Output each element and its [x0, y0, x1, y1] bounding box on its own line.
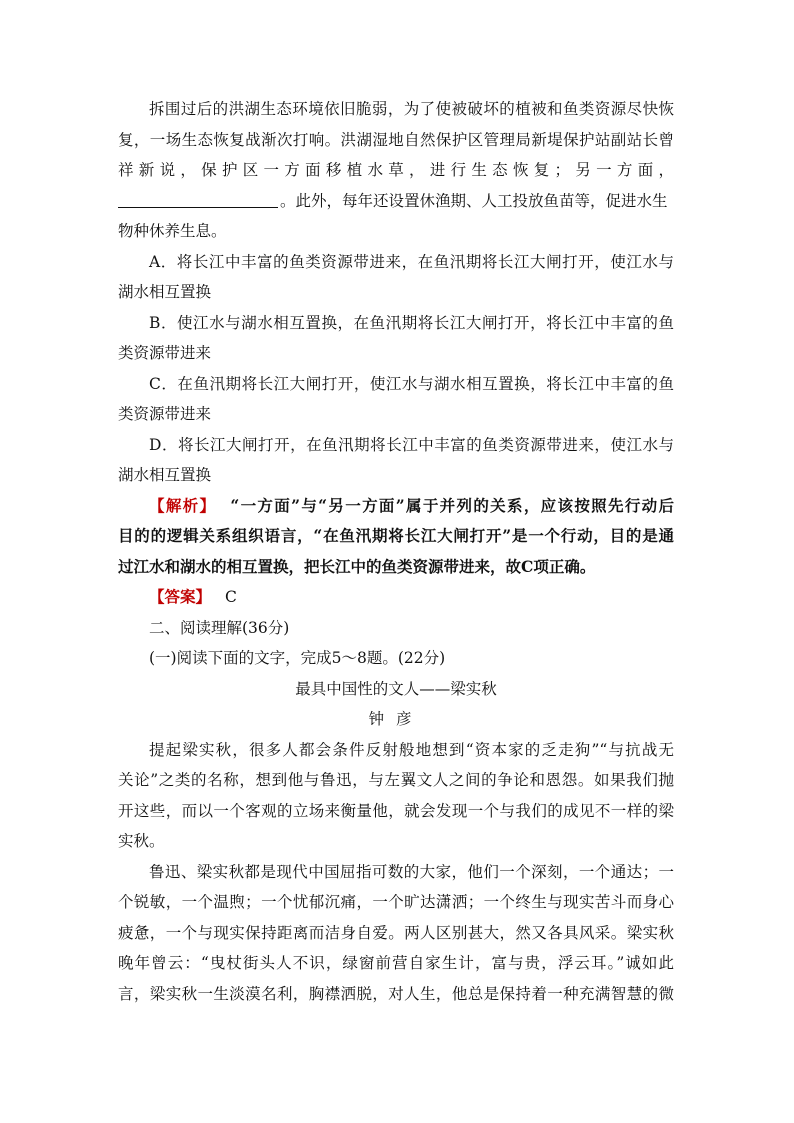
article-line: 关论”之类的名称，想到他与鲁迅，与左翼文人之间的争论和恩怨。如果我们抛 — [118, 771, 674, 789]
answer-line — [118, 582, 674, 613]
article-line: 个锐敏，一个温煦；一个忧郁沉痛，一个旷达潇洒；一个终生与现实苦斗而身心 — [118, 893, 674, 911]
document-page — [118, 94, 674, 1009]
section-instructions: (一)阅读下面的文字，完成5～8题。(22分) — [149, 649, 446, 667]
article-paragraph-2 — [118, 857, 674, 1010]
analysis-line: 过江水和湖水的相互置换，把长江中的鱼类资源带进来，故C项正确。 — [118, 556, 596, 576]
option-a-line1: A．将长江中丰富的鱼类资源带进来，在鱼汛期将长江大闸打开，使江水与 — [149, 252, 674, 271]
article-author — [118, 704, 674, 735]
passage-line-with-blank — [118, 186, 674, 217]
answer-value: C — [225, 588, 237, 606]
answer-tag: 【答案】 — [149, 587, 212, 606]
option-c-line1: C．在鱼汛期将长江大闸打开，使江水与湖水相互置换，将长江中丰富的鱼 — [149, 374, 674, 393]
article-title: 最具中国性的文人——梁实秋 — [295, 679, 497, 698]
article-line: 言，梁实秋一生淡漠名利，胸襟洒脱，对人生，他总是保持着一种充满智慧的微 — [118, 984, 674, 1003]
passage-line: 复，一场生态恢复战渐次打响。洪湖湿地自然保护区管理局新堤保护站副站长曾 — [118, 130, 674, 149]
article-line: 疲惫，一个与现实保持距离而洁身自爱。两人区别甚大，然又各具风采。梁实秋 — [118, 923, 674, 942]
article-author-name: 钟彦 — [368, 710, 424, 728]
analysis-tag: 【解析】 — [149, 495, 217, 515]
answer-options — [118, 247, 674, 491]
option-d-line1: D．将长江大闸打开，在鱼汛期将长江中丰富的鱼类资源带进来，使江水与 — [149, 435, 674, 454]
analysis-line: 目的的逻辑关系组织语言，“在鱼汛期将长江大闸打开”是一个行动，目的是通 — [118, 526, 674, 545]
passage-question-4 — [118, 94, 674, 247]
option-a-line2: 湖水相互置换 — [118, 283, 212, 301]
article-paragraph-1 — [118, 735, 674, 857]
analysis-block — [118, 491, 674, 583]
section-heading: 二、阅读理解(36分) — [149, 618, 290, 637]
analysis-text: “一方面”与“另一方面”属于并列的关系，应该按照先行动后 — [230, 495, 674, 515]
article-line: 提起梁实秋，很多人都会条件反射般地想到“资本家的乏走狗”“与抗战无 — [149, 740, 674, 759]
passage-line: 祥新说，保护区一方面移植水草，进行生态恢复；另一方面， — [118, 161, 674, 179]
option-c-line2: 类资源带进来 — [118, 405, 212, 423]
article-line: 实秋。 — [118, 832, 165, 850]
analysis-line — [118, 491, 674, 522]
option-b-line1: B．使江水与湖水相互置换，在鱼汛期将长江大闸打开，将长江中丰富的鱼 — [149, 313, 674, 332]
option-d-line2: 湖水相互置换 — [118, 466, 212, 484]
article-line: 鲁迅、梁实秋都是现代中国屈指可数的大家，他们一个深刻，一个通达；一 — [149, 862, 674, 881]
passage-line: 拆围过后的洪湖生态环境依旧脆弱，为了使被破坏的植被和鱼类资源尽快恢 — [149, 100, 674, 118]
fill-in-blank — [118, 189, 278, 208]
article-line: 开这些，而以一个客观的立场来衡量他，就会发现一个与我们的成见不一样的梁 — [118, 801, 674, 820]
option-b-line2: 类资源带进来 — [118, 344, 212, 362]
passage-line: 物种休养生息。 — [118, 222, 227, 240]
article-line: 晚年曾云：“曳杖街头人不识，绿窗前营自家生计，富与贵，浮云耳。”诚如此 — [118, 954, 674, 972]
passage-line-text: 。此外，每年还设置休渔期、人工投放鱼苗等，促进水生 — [280, 191, 668, 210]
